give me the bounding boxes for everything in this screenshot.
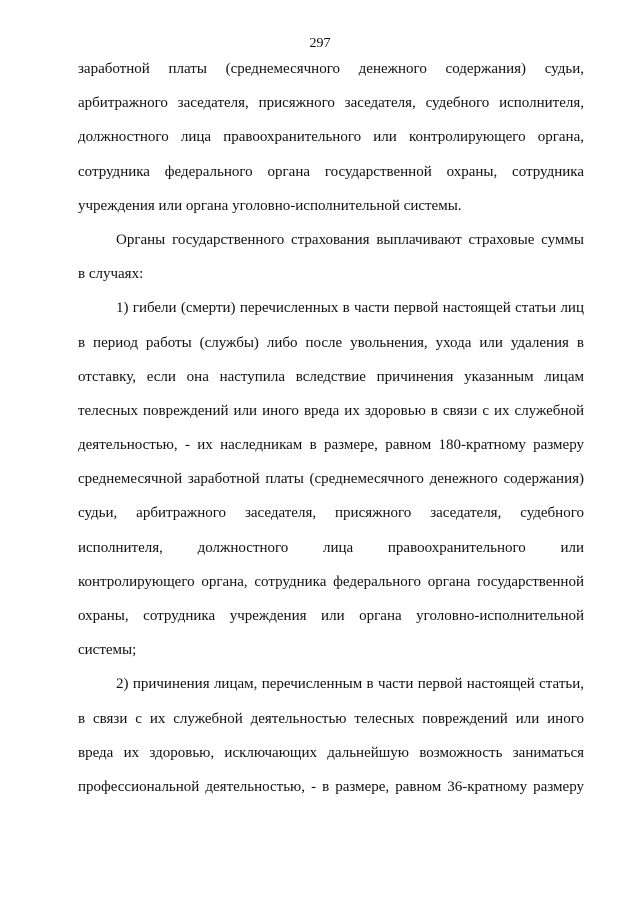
document-body [78,60,584,812]
text-line: в связи с их служебной деятельностью телесных повреждений или иного [78,710,584,727]
page-number: 297 [309,36,331,51]
text-line: 1) гибели (смерти) перечисленных в части первой настоящей статьи лиц [116,300,584,317]
text-line: телесных повреждений или иного вреда их здоровью в связи с их служебной [78,402,584,419]
text-line: охраны, сотрудника учреждения или органа уголовно-исполнительной [78,608,584,624]
paragraph-item-1 [78,299,584,675]
text-line: учреждения или органа уголовно-исполнительной системы. [78,197,462,214]
text-line: арбитражного заседателя, присяжного заседателя, судебного исполнителя, [78,95,584,112]
paragraph-item-2 [78,675,584,812]
text-line: вреда их здоровью, исключающих дальнейшую возможность заниматься [78,744,584,761]
text-line: контролирующего органа, сотрудника федерального органа государственной [78,573,584,590]
paragraph-continuation [78,60,584,231]
text-line: 2) причинения лицам, перечисленным в части первой настоящей статьи, [116,676,584,693]
text-line: заработной платы (среднемесячного денежного содержания) судьи, [78,61,584,77]
text-line: отставку, если она наступила вследствие причинения указанным лицам [78,368,584,385]
text-line: деятельностью, - их наследникам в размере, равном 180-кратному размеру [78,437,584,454]
text-line: системы; [78,642,137,659]
text-line: судьи, арбитражного заседателя, присяжного заседателя, судебного [78,505,584,522]
text-line: сотрудника федерального органа государственной охраны, сотрудника [78,163,584,180]
text-line: профессиональной деятельностью, - в размере, равном 36-кратному размеру [78,778,584,795]
text-line: Органы государственного страхования выплачивают страховые суммы [116,231,584,248]
paragraph-intro [78,231,584,299]
text-line: исполнителя, должностного лица правоохранительного или [78,539,584,556]
text-line: должностного лица правоохранительного или контролирующего органа, [78,129,584,146]
text-line: в случаях: [78,266,144,283]
text-line: среднемесячной заработной платы (среднемесячного денежного содержания) [78,471,584,488]
text-line: в период работы (службы) либо после увольнения, ухода или удаления в [78,334,584,351]
